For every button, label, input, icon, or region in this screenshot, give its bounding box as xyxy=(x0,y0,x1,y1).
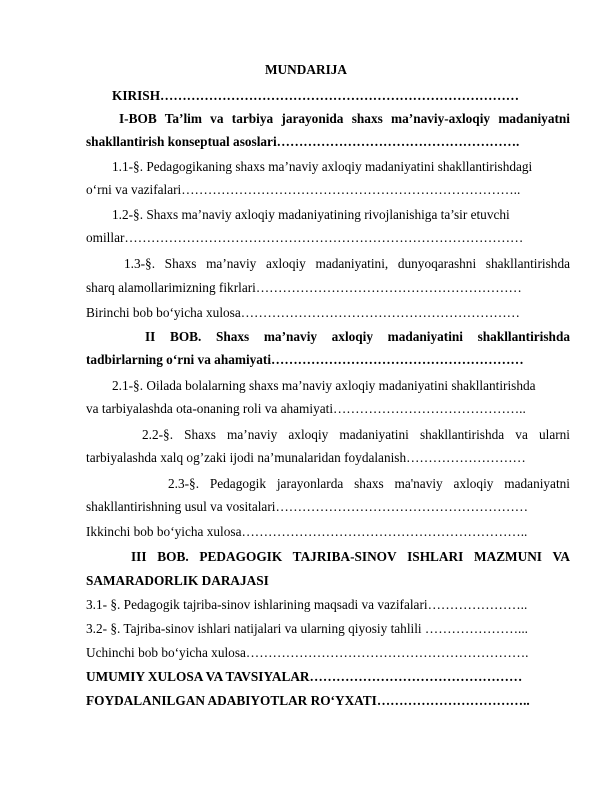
toc-chapter-3-summary: Uchinchi bob bo‘yicha xulosa………………………………………………………. xyxy=(86,645,529,660)
toc-section-1-2-line-2: omillar……………………………………………………………………………… xyxy=(86,230,524,245)
toc-section-2-2-line-2: tarbiyalashda xalq og’zaki ijodi na’munalaridan foydalanish……………………… xyxy=(86,450,526,465)
toc-section-1-1-line-1: 1.1-§. Pedagogikaning shaxs ma’naviy axloqiy madaniyatini shakllantirishdagi xyxy=(112,159,533,174)
toc-section-1-3-line-2: sharq alamollarimizning fikrlari…………………………………………………… xyxy=(86,280,522,295)
toc-section-2-2-line-1: 2.2-§. Shaxs ma’naviy axloqiy madaniyatini shakllantirishda va ularni xyxy=(142,427,570,442)
toc-section-3-2: 3.2- §. Tajriba-sinov ishlari natijalari va ularning qiyosiy tahlili …………………... xyxy=(86,621,528,636)
toc-chapter-1-line-2: shakllantirish konseptual asoslari………………………………………………. xyxy=(86,134,520,149)
toc-references: FOYDALANILGAN ADABIYOTLAR RO‘YXATI…………………………….. xyxy=(86,693,530,708)
toc-entry-kirish: KIRISH……………………………………………………………………… xyxy=(112,88,520,103)
toc-title: MUNDARIJA xyxy=(265,62,347,77)
toc-chapter-3-line-1: III BOB. PEDAGOGIK TAJRIBA-SINOV ISHLARI MAZMUNI VA xyxy=(131,549,570,564)
toc-section-3-1: 3.1- §. Pedagogik tajriba-sinov ishlarining maqsadi va vazifalari………………….. xyxy=(86,597,528,612)
toc-section-2-3-line-2: shakllantirishning usul va vositalari………………………………………………… xyxy=(86,499,529,514)
toc-section-1-2-line-1: 1.2-§. Shaxs ma’naviy axloqiy madaniyatining rivojlanishiga ta’sir etuvchi xyxy=(112,207,510,222)
toc-chapter-1-summary: Birinchi bob bo‘yicha xulosa……………………………………………………… xyxy=(86,305,520,320)
toc-section-2-3-line-1: 2.3-§. Pedagogik jarayonlarda shaxs ma'naviy axloqiy madaniyatni xyxy=(168,476,570,491)
toc-chapter-1-line-1: I-BOB Ta’lim va tarbiya jarayonida shaxs ma’naviy-axloqiy madaniyatni xyxy=(119,111,570,126)
toc-section-1-3-line-1: 1.3-§. Shaxs ma’naviy axloqiy madaniyatini, dunyoqarashni shakllantirishda xyxy=(124,256,570,271)
toc-chapter-2-line-1: II BOB. Shaxs ma’naviy axloqiy madaniyatini shakllantirishda xyxy=(145,329,570,344)
toc-section-1-1-line-2: o‘rni va vazifalari………………………………………………………………….. xyxy=(86,182,521,197)
toc-chapter-2-line-2: tadbirlarning o‘rni va ahamiyati………………………………………………… xyxy=(86,352,524,367)
toc-section-2-1-line-2: va tarbiyalashda ota-onaning roli va ahamiyati…………………………………….. xyxy=(86,401,526,416)
toc-chapter-3-line-2: SAMARADORLIK DARAJASI xyxy=(86,573,269,588)
toc-chapter-2-summary: Ikkinchi bob bo‘yicha xulosa……………………………………………………….. xyxy=(86,524,528,539)
toc-general-conclusion: UMUMIY XULOSA VA TAVSIYALAR………………………………………… xyxy=(86,669,523,684)
toc-section-2-1-line-1: 2.1-§. Oilada bolalarning shaxs ma’naviy axloqiy madaniyatini shakllantirishda xyxy=(112,378,536,393)
